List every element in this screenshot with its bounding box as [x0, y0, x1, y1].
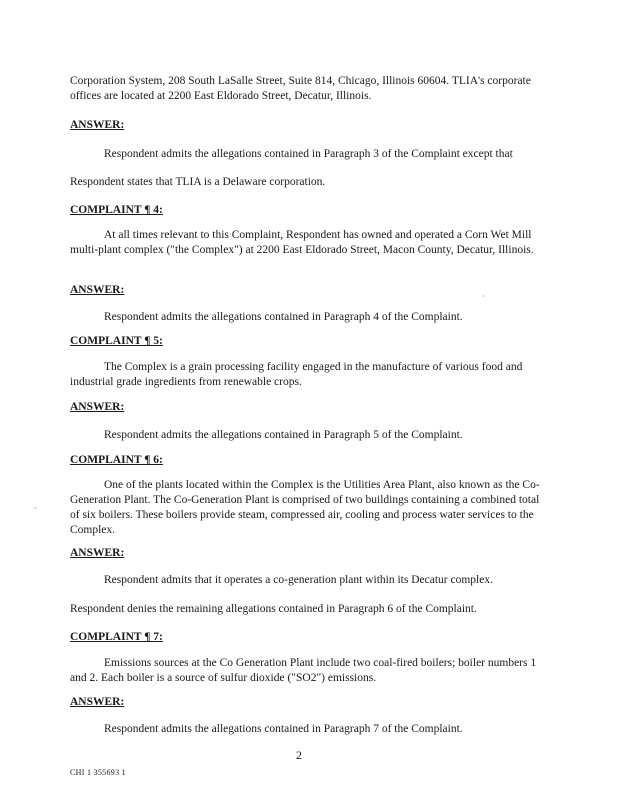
- complaint-text-5: The Complex is a grain processing facility engaged in the manufacture of various food and industrial grade ingredients from renewable crops.: [70, 361, 523, 388]
- paragraph-continuation: Corporation System, 208 South LaSalle Street, Suite 814, Chicago, Illinois 60604. TLIA's corporate offices are located at 2200 East Eldorado Street, Decatur, Illinois.: [70, 75, 531, 102]
- answer-text-4: Respondent admits the allegations contained in Paragraph 4 of the Complaint.: [104, 311, 463, 323]
- complaint-text-6: One of the plants located within the Complex is the Utilities Area Plant, also known as the Co-Generation Plant. The Co-Generation Plant is comprised of two buildings containing a combined total of six boilers. These boilers provide steam, compressed air, cooling and process water services to the Complex.: [70, 479, 540, 536]
- complaint-text-4: At all times relevant to this Complaint, Respondent has owned and operated a Corn Wet Mill multi-plant complex ("the Complex") at 2200 East Eldorado Street, Macon County, Decatur, Illinois.: [70, 229, 534, 256]
- answer-text-6-line2: Respondent denies the remaining allegations contained in Paragraph 6 of the Complaint.: [70, 603, 477, 615]
- answer-text-7: Respondent admits the allegations contained in Paragraph 7 of the Complaint.: [104, 723, 463, 735]
- answer-heading-7: ANSWER:: [70, 696, 125, 708]
- answer-heading-3: ANSWER:: [70, 119, 125, 131]
- page-number: 2: [296, 748, 302, 762]
- answer-text-3-line1: Respondent admits the allegations contained in Paragraph 3 of the Complaint except that: [104, 148, 513, 160]
- answer-text-6-line1: Respondent admits that it operates a co-generation plant within its Decatur complex.: [104, 574, 493, 586]
- complaint-heading-4: COMPLAINT ¶ 4:: [70, 204, 163, 216]
- scan-speck: ·: [34, 504, 37, 513]
- complaint-heading-7: COMPLAINT ¶ 7:: [70, 631, 163, 643]
- scan-speck: ·: [482, 292, 485, 301]
- answer-text-5: Respondent admits the allegations contained in Paragraph 5 of the Complaint.: [104, 429, 463, 441]
- complaint-heading-5: COMPLAINT ¶ 5:: [70, 335, 163, 347]
- complaint-text-7: Emissions sources at the Co Generation Plant include two coal-fired boilers; boiler numbers 1 and 2. Each boiler is a source of sulfur dioxide ("SO2") emissions.: [70, 657, 537, 684]
- answer-heading-4: ANSWER:: [70, 284, 125, 296]
- answer-text-3-line2: Respondent states that TLIA is a Delaware corporation.: [70, 176, 326, 188]
- answer-heading-6: ANSWER:: [70, 547, 125, 559]
- footer-doc-id: CHI 1 355693 1: [70, 768, 126, 777]
- answer-heading-5: ANSWER:: [70, 401, 125, 413]
- complaint-heading-6: COMPLAINT ¶ 6:: [70, 454, 163, 466]
